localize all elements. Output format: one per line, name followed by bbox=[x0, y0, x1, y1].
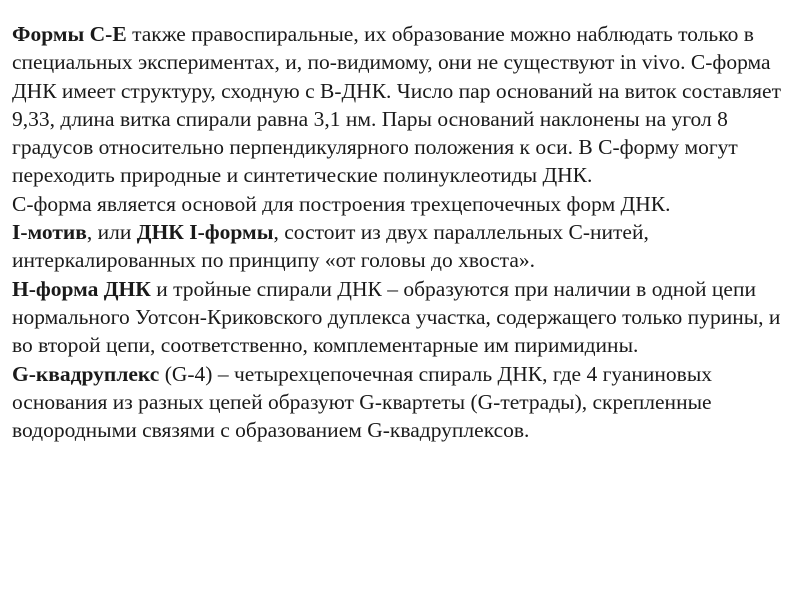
h-form-text: и тройные спирали ДНК – образуются при наличии в одной цепи нормального Уотсон-Криковского дуплекса участка, содержащего только пурины, и во второй цепи, соответственно, комплементарные им пиримидины. bbox=[12, 276, 781, 358]
paragraph-c-form bbox=[12, 190, 790, 218]
term-forms-ce: Формы C-E bbox=[12, 22, 127, 46]
i-motif-separator: , или bbox=[86, 220, 137, 245]
forms-ce-text: также правоспиральные, их образование можно наблюдать только в специальных экспериментах, и, по-видимому, они не существуют in vivo. С-форма ДНК имеет структуру, сходную с В-ДНК. Число пар оснований на виток составляет 9,33, длина витка спирали равна 3,1 нм. Пары оснований наклонены на угол 8 градусов относительно перпендикулярного положения к оси. В С-форму могут переходить природные и синтетические полинуклеотиды ДНК. bbox=[12, 22, 781, 188]
i-motif-text: , состоит из двух параллельных С-нитей, интеркалированных по принципу «от головы до хвоста». bbox=[12, 220, 649, 273]
paragraph-forms-ce bbox=[12, 20, 790, 190]
g-quadruplex-text: (G-4) – четырехцепочечная спираль ДНК, где 4 гуаниновых основания из разных цепей образуют G-квартеты (G-тетрады), скрепленные водородными связями с образованием G-квадруплексов. bbox=[12, 361, 713, 443]
text-body bbox=[12, 20, 790, 444]
term-g-quadruplex: G-квадруплекс bbox=[12, 361, 160, 386]
term-dna-i-form: ДНК I-формы bbox=[136, 220, 274, 245]
paragraph-h-form bbox=[12, 275, 790, 360]
c-form-text: С-форма является основой для построения трехцепочечных форм ДНК. bbox=[12, 191, 671, 216]
paragraph-g-quadruplex bbox=[12, 360, 790, 445]
paragraph-i-motif bbox=[12, 218, 790, 275]
term-h-form: Н-форма ДНК bbox=[12, 276, 151, 301]
term-i-motif: I-мотив bbox=[12, 220, 87, 245]
